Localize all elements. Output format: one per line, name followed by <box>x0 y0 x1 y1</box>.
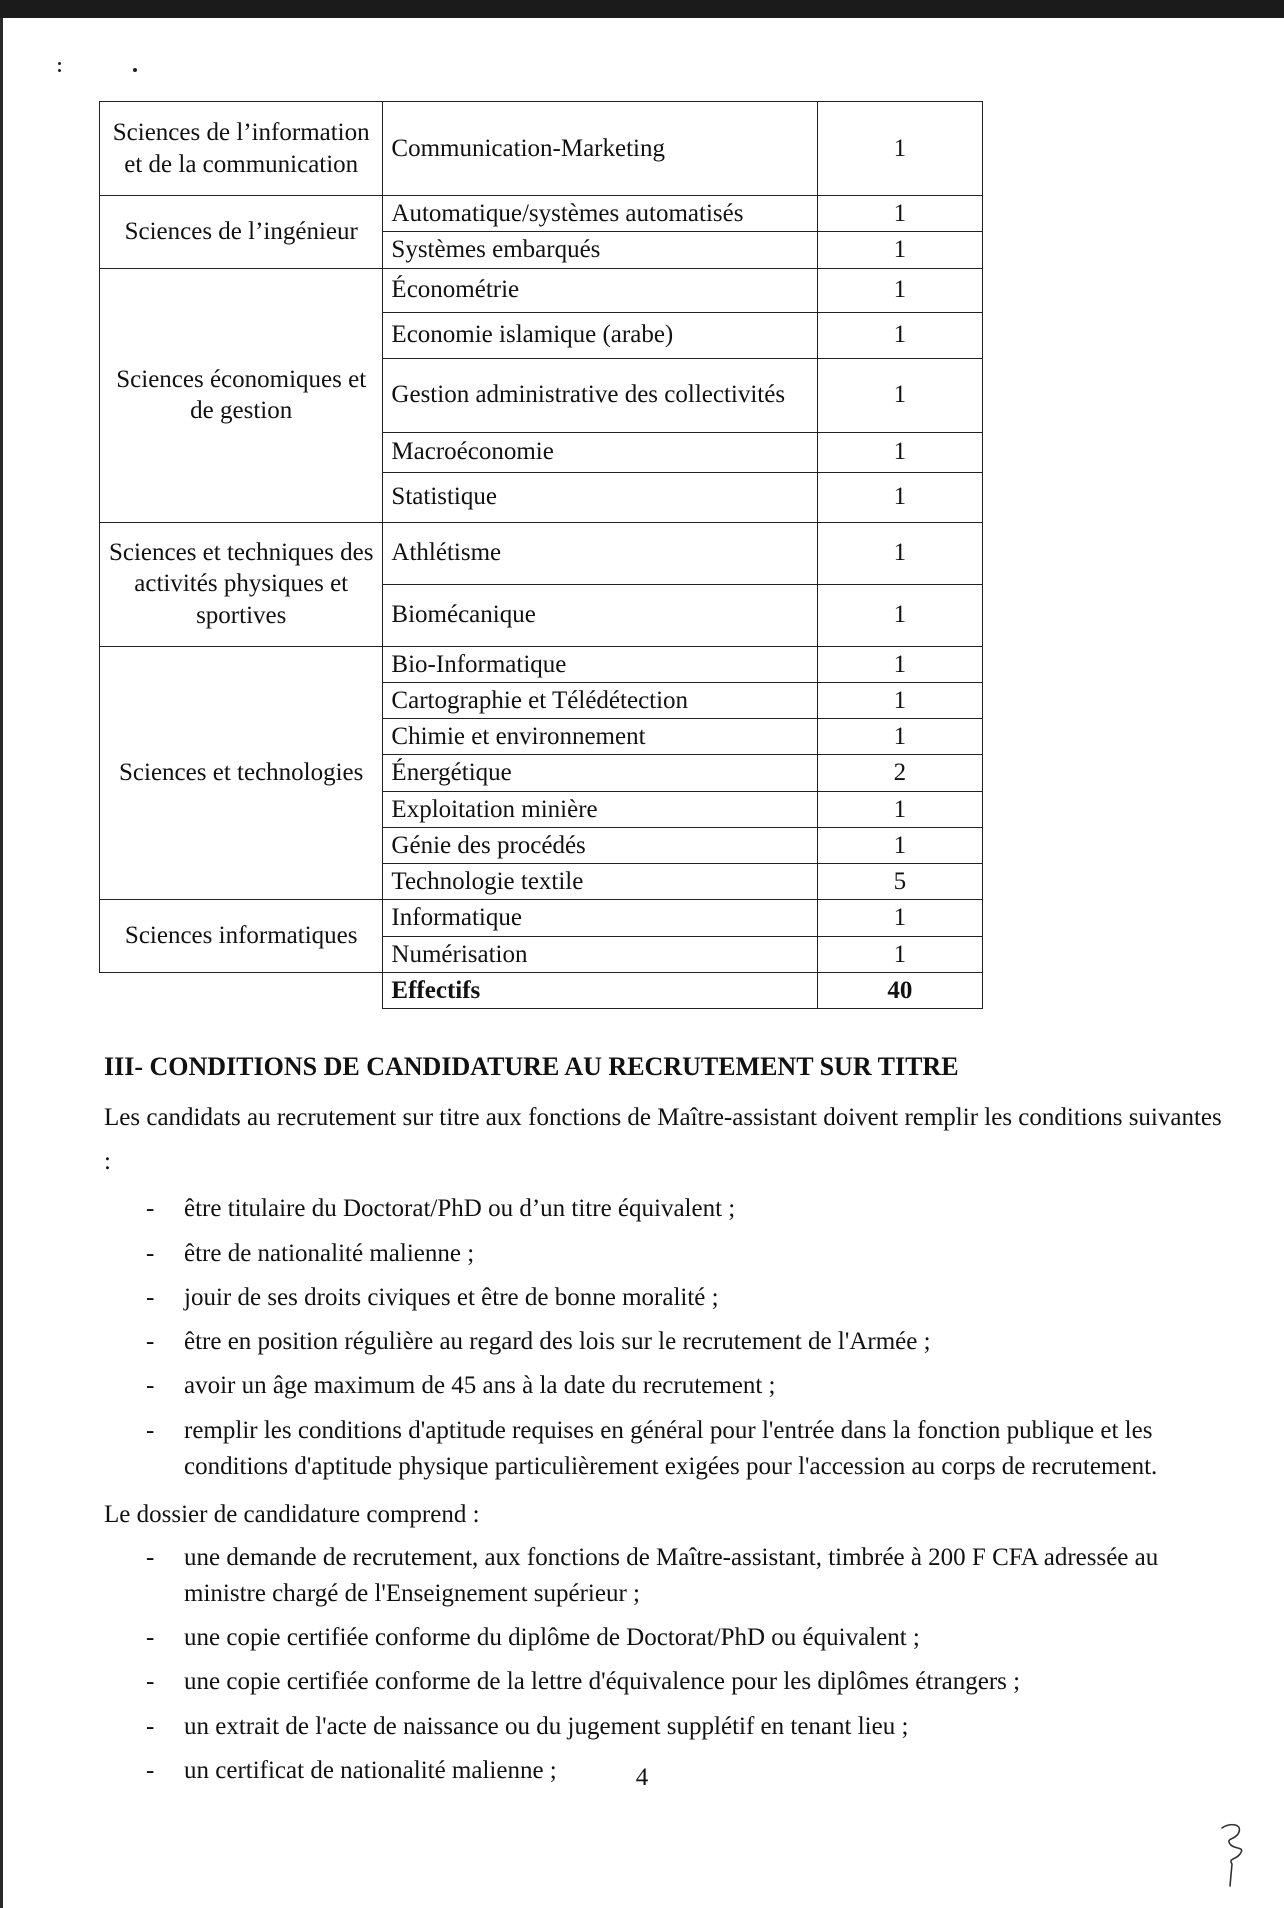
list-item: - être de nationalité malienne ; <box>104 1236 1224 1272</box>
scan-mark <box>133 68 137 72</box>
empty-cell <box>100 972 383 1008</box>
list-item: - jouir de ses droits civiques et être de bonne moralité ; <box>104 1280 1224 1316</box>
scan-mark <box>58 62 62 72</box>
total-label: Effectifs <box>383 972 817 1008</box>
specialty-cell: Biomécanique <box>383 584 817 646</box>
count-cell: 1 <box>817 719 982 755</box>
count-cell: 1 <box>817 791 982 827</box>
specialty-cell: Macroéconomie <box>383 432 817 472</box>
specialty-cell: Cartographie et Télédétection <box>383 682 817 718</box>
domain-cell: Sciences informatiques <box>100 900 383 973</box>
count-cell: 1 <box>817 232 982 268</box>
list-item: - un certificat de nationalité malienne ; <box>104 1753 1224 1789</box>
table-row <box>100 646 983 682</box>
specialty-cell: Énergétique <box>383 755 817 791</box>
list-item: - avoir un âge maximum de 45 ans à la date du recrutement ; <box>104 1368 1224 1404</box>
specialty-cell: Systèmes embarqués <box>383 232 817 268</box>
table-row <box>100 900 983 936</box>
domain-cell: Sciences économiques et de gestion <box>100 268 383 522</box>
list-item: - être en position régulière au regard des lois sur le recrutement de l'Armée ; <box>104 1324 1224 1360</box>
specialty-cell: Chimie et environnement <box>383 719 817 755</box>
count-cell: 1 <box>817 472 982 522</box>
domain-cell: Sciences de l’information et de la communication <box>100 102 383 196</box>
handwritten-initials-icon <box>1200 1820 1260 1890</box>
specialty-cell: Informatique <box>383 900 817 936</box>
domain-cell: Sciences de l’ingénieur <box>100 196 383 269</box>
table-row <box>100 522 983 584</box>
conditions-section <box>104 1050 1224 1803</box>
specialty-cell: Économétrie <box>383 268 817 312</box>
conditions-list <box>104 1191 1224 1485</box>
count-cell: 1 <box>817 522 982 584</box>
table-row <box>100 268 983 312</box>
scan-top-border <box>0 0 1284 18</box>
specialty-cell: Communication-Marketing <box>383 102 817 196</box>
total-row <box>100 972 983 1008</box>
table-row <box>100 196 983 232</box>
total-value: 40 <box>817 972 982 1008</box>
dossier-list <box>104 1540 1224 1790</box>
count-cell: 1 <box>817 102 982 196</box>
count-cell: 1 <box>817 682 982 718</box>
count-cell: 1 <box>817 312 982 358</box>
specialty-cell: Gestion administrative des collectivités <box>383 358 817 432</box>
positions-table <box>99 101 983 1009</box>
list-item: - remplir les conditions d'aptitude requises en général pour l'entrée dans la fonction publique et les conditions d'aptitude physique particulièrement exigées pour l'accession au corps de recrutement. <box>104 1413 1224 1486</box>
count-cell: 1 <box>817 358 982 432</box>
count-cell: 1 <box>817 196 982 232</box>
count-cell: 1 <box>817 268 982 312</box>
domain-cell: Sciences et technologies <box>100 646 383 900</box>
specialty-cell: Technologie textile <box>383 864 817 900</box>
specialty-cell: Statistique <box>383 472 817 522</box>
specialty-cell: Athlétisme <box>383 522 817 584</box>
list-item: - une copie certifiée conforme de la lettre d'équivalence pour les diplômes étrangers ; <box>104 1664 1224 1700</box>
count-cell: 5 <box>817 864 982 900</box>
count-cell: 1 <box>817 646 982 682</box>
section-heading: III- CONDITIONS DE CANDIDATURE AU RECRUTEMENT SUR TITRE <box>104 1052 959 1081</box>
count-cell: 2 <box>817 755 982 791</box>
count-cell: 1 <box>817 827 982 863</box>
scan-left-border <box>0 18 3 1908</box>
count-cell: 1 <box>817 432 982 472</box>
specialty-cell: Génie des procédés <box>383 827 817 863</box>
list-item: - être titulaire du Doctorat/PhD ou d’un titre équivalent ; <box>104 1191 1224 1227</box>
dossier-intro: Le dossier de candidature comprend : <box>104 1501 480 1529</box>
table-row <box>100 102 983 196</box>
specialty-cell: Automatique/systèmes automatisés <box>383 196 817 232</box>
list-item: - une demande de recrutement, aux fonctions de Maître-assistant, timbrée à 200 F CFA adressée au ministre chargé de l'Enseignement supérieur ; <box>104 1540 1224 1613</box>
domain-cell: Sciences et techniques des activités physiques et sportives <box>100 522 383 646</box>
count-cell: 1 <box>817 936 982 972</box>
specialty-cell: Bio-Informatique <box>383 646 817 682</box>
positions-table-body <box>100 102 983 1009</box>
section-intro: Les candidats au recrutement sur titre aux fonctions de Maître-assistant doivent remplir les conditions suivantes : <box>104 1103 1222 1175</box>
list-item: - une copie certifiée conforme du diplôme de Doctorat/PhD ou équivalent ; <box>104 1620 1224 1656</box>
page-number: 4 <box>635 1764 649 1791</box>
specialty-cell: Exploitation minière <box>383 791 817 827</box>
count-cell: 1 <box>817 900 982 936</box>
specialty-cell: Economie islamique (arabe) <box>383 312 817 358</box>
list-item: - un extrait de l'acte de naissance ou du jugement supplétif en tenant lieu ; <box>104 1709 1224 1745</box>
count-cell: 1 <box>817 584 982 646</box>
specialty-cell: Numérisation <box>383 936 817 972</box>
